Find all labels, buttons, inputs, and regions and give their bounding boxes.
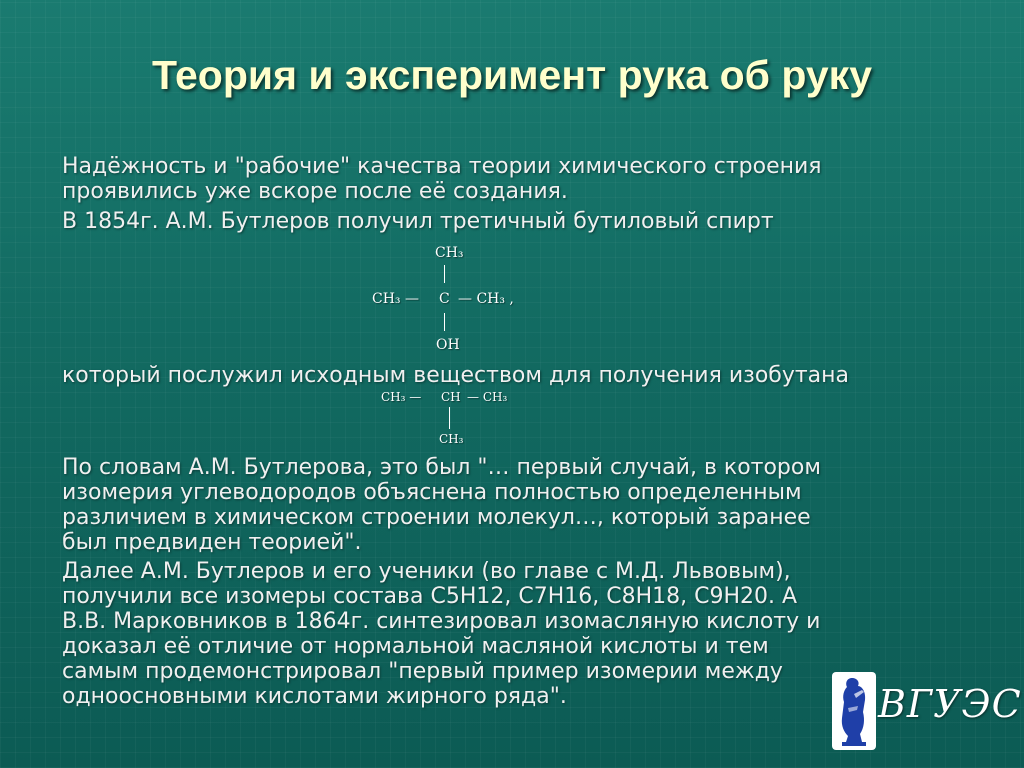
logo-text: ВГУЭС	[878, 682, 1022, 726]
paragraph-butlerov-1854	[62, 209, 1020, 234]
statue-icon	[832, 672, 876, 750]
paragraph-line: Далее А.М. Бутлеров и его ученики (во главе с М.Д. Львовым),	[62, 559, 791, 584]
formula-bond-vertical	[449, 407, 450, 429]
paragraph-butlerov-quote	[62, 455, 1020, 555]
paragraph-line: По словам А.М. Бутлерова, это был "… первый случай, в котором	[62, 455, 821, 480]
formula-right-group: — CH₃	[467, 390, 508, 404]
paragraph-line: получили все изомеры состава С5Н12, С7Н16, С8Н18, С9Н20. А	[62, 584, 798, 609]
paragraph-line: проявились уже вскоре после её создания.	[62, 179, 568, 204]
formula-bottom-group: CH₃	[439, 432, 464, 446]
paragraph-line: В 1854г. А.М. Бутлеров получил третичный бутиловый спирт	[62, 209, 774, 234]
formula-tert-butyl-alcohol	[372, 245, 542, 355]
formula-bottom-group: OH	[436, 337, 460, 353]
slide-title: Теория и эксперимент рука об руку	[151, 52, 873, 98]
paragraph-reliability	[62, 154, 1020, 204]
paragraph-line: который послужил исходным веществом для получения изобутана	[62, 363, 850, 388]
paragraph-line: различием в химическом строении молекул…, который заранее	[62, 505, 811, 530]
formula-isobutane	[381, 390, 541, 450]
paragraph-line: Надёжность и "рабочие" качества теории химического строения	[62, 154, 822, 179]
formula-center-atom: C	[439, 291, 450, 307]
formula-left-group: CH₃ —	[381, 390, 422, 404]
formula-left-group: CH₃ —	[372, 291, 419, 307]
formula-bond-vertical	[444, 313, 445, 331]
paragraph-line: В.В. Марковников в 1864г. синтезировал изомасляную кислоту и	[62, 609, 821, 634]
paragraph-line: был предвиден теорией".	[62, 530, 362, 555]
paragraph-line: доказал её отличие от нормальной масляной кислоты и тем	[62, 634, 769, 659]
formula-bond-vertical	[444, 265, 445, 283]
formula-top-group: CH₃	[435, 245, 464, 261]
paragraph-isobutane	[62, 363, 1020, 388]
paragraph-line: одноосновными кислотами жирного ряда".	[62, 684, 567, 709]
paragraph-line: самым продемонстрировал "первый пример изомерии между	[62, 659, 783, 684]
formula-center-atom: CH	[441, 390, 461, 404]
formula-right-group: — CH₃ ,	[458, 291, 514, 307]
paragraph-line: изомерия углеводородов объяснена полностью определенным	[62, 480, 802, 505]
